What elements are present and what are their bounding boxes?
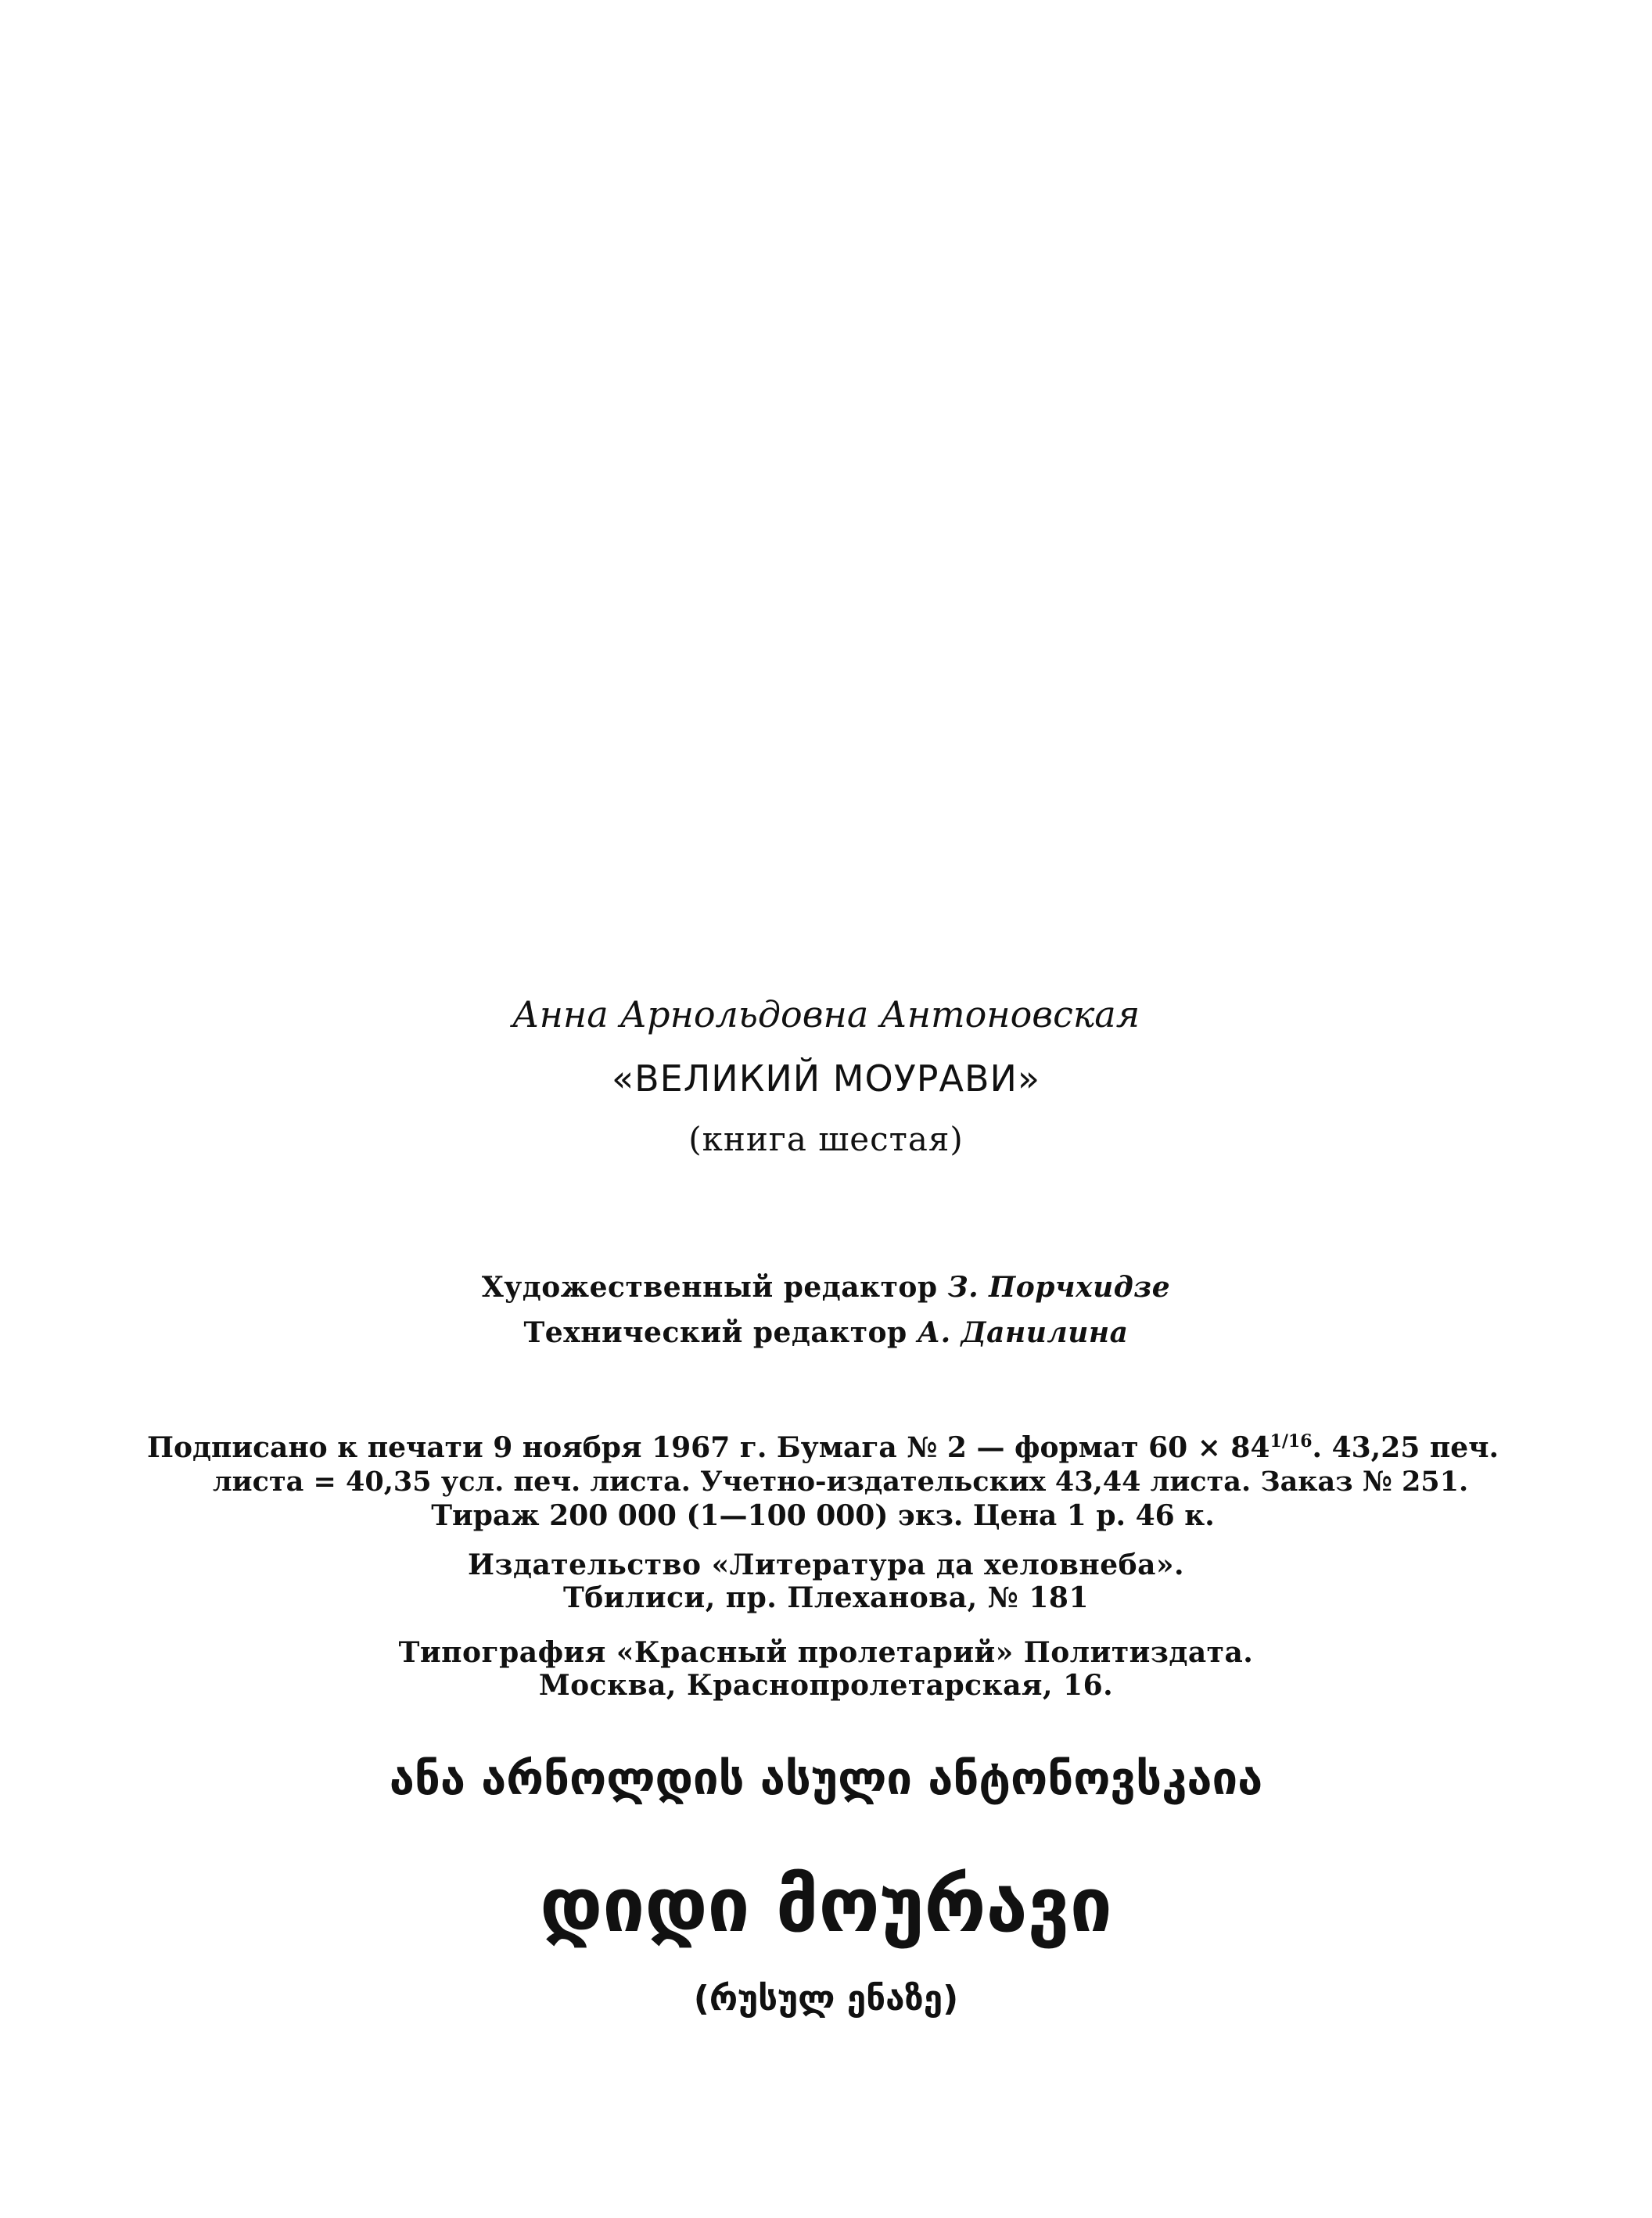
art-editor-credit [0,1271,1652,1304]
imprint-format-fraction: 1/16 [1270,1431,1313,1452]
printer-line-2: Москва, Краснопролетарская, 16. [538,1669,1114,1702]
imprint-line-1 [147,1431,1499,1464]
publisher-line-2: Тбилиси, пр. Плеханова, № 181 [562,1581,1089,1614]
author-name: Анна Арнольдовна Антоновская [512,993,1140,1035]
publisher-line-1: Издательство «Литература да хеловнеба». [467,1549,1184,1581]
printer-line-1: Типография «Красный пролетарий» Политиздата. [398,1636,1254,1669]
art-editor-label: Художественный редактор [481,1271,938,1304]
tech-editor-credit [0,1316,1652,1349]
georgian-author: ანა არნოლდის ასული ანტონოვსკაია [389,1752,1263,1805]
imprint-line-2: листа = 40,35 усл. печ. листа. Учетно-издательских 43,44 листа. Заказ № 251. [213,1466,1469,1498]
imprint-line-1-left: Подписано к печати 9 ноября 1967 г. Бумага № 2 — формат 60 × 84 [147,1431,1270,1464]
book-subtitle: (книга шестая) [688,1120,964,1158]
imprint-line-3: Тираж 200 000 (1—100 000) экз. Цена 1 р. 46 к. [431,1499,1215,1532]
georgian-subtitle: (რუსულ ენაზე) [693,1979,959,2019]
tech-editor-label: Технический редактор [523,1316,907,1349]
book-title: «ВЕЛИКИЙ МОУРАВИ» [611,1057,1041,1100]
georgian-title: დიდი მოურავი [540,1861,1112,1949]
art-editor-name: З. Порчхидзе [947,1271,1171,1304]
tech-editor-name: А. Данилина [917,1316,1129,1349]
imprint-line-1-right: . 43,25 печ. [1312,1431,1499,1464]
imprint-block [147,1431,1499,1532]
